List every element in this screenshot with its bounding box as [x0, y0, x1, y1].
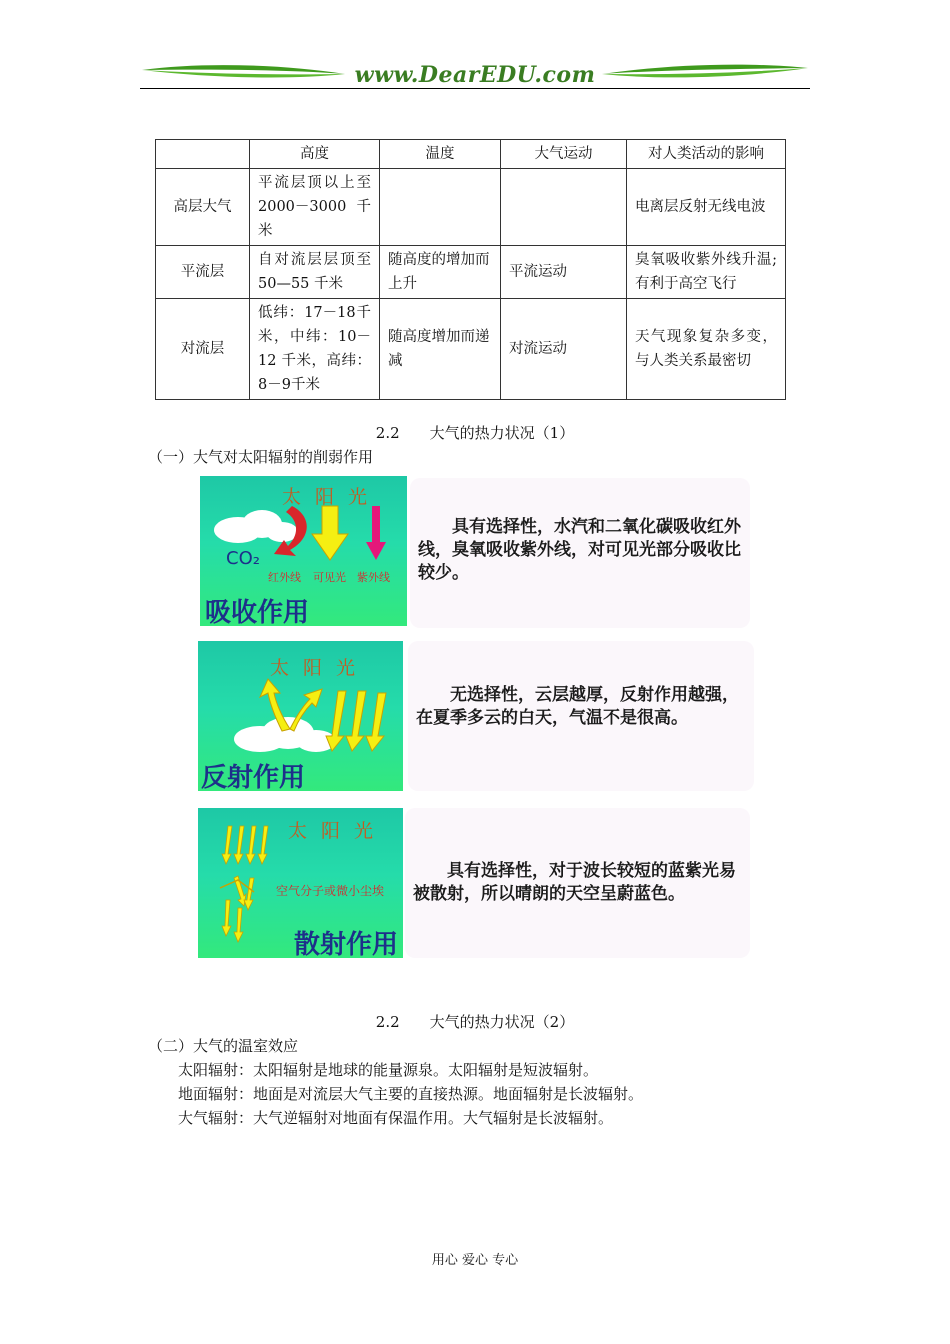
table-header-cell: 对人类活动的影响 — [627, 140, 786, 169]
table-header-cell: 高度 — [250, 140, 380, 169]
motion-cell: 平流运动 — [501, 246, 627, 299]
section-title: 2.2 大气的热力状况（1） — [375, 424, 575, 442]
motion-cell: 对流运动 — [501, 299, 627, 400]
reflection-diagram — [198, 641, 403, 791]
absorption-description: 具有选择性，水汽和二氧化碳吸收红外线，臭氧吸收紫外线，对可见光部分吸收比较少。 — [418, 517, 741, 583]
section-subtitle: （二）大气的温室效应 — [148, 1037, 299, 1055]
section-title: 2.2 大气的热力状况（2） — [375, 1013, 575, 1031]
reflection-description-box — [408, 641, 754, 791]
sunlight-label: 太阳光 — [282, 486, 382, 508]
sunlight-label: 太阳光 — [288, 820, 388, 842]
sunlight-label: 太阳光 — [270, 657, 370, 679]
height-cell: 自对流层层顶至50—55 千米 — [250, 246, 380, 299]
absorption-description-box — [410, 478, 750, 628]
layer-name-cell: 平流层 — [156, 246, 250, 299]
table-header-row — [156, 140, 786, 169]
paragraph-line: 地面辐射：地面是对流层大气主要的直接热源。地面辐射是长波辐射。 — [178, 1085, 644, 1103]
scattering-description-box — [405, 808, 750, 958]
table-header-cell: 温度 — [380, 140, 501, 169]
co2-label: CO₂ — [226, 548, 260, 569]
table-header-cell — [156, 140, 250, 169]
table-row — [156, 246, 786, 299]
ultraviolet-label: 紫外线 — [357, 571, 390, 584]
layer-name-cell: 对流层 — [156, 299, 250, 400]
temperature-cell: 随高度增加而递减 — [380, 299, 501, 400]
scattering-diagram — [198, 808, 403, 958]
paragraph-line: 太阳辐射：太阳辐射是地球的能量源泉。太阳辐射是短波辐射。 — [178, 1061, 599, 1079]
height-cell: 低纬：17－18千米，中纬：10－12 千米，高纬：8－9千米 — [250, 299, 380, 400]
atmosphere-layers-table — [155, 139, 786, 400]
visible-light-label: 可见光 — [313, 571, 346, 584]
height-cell: 平流层顶以上至 2000－3000千米 — [250, 169, 380, 246]
header-divider — [140, 88, 810, 89]
scattering-effect-label: 散射作用 — [294, 930, 399, 958]
temperature-cell — [380, 169, 501, 246]
absorption-effect-label: 吸收作用 — [205, 598, 310, 626]
motion-cell — [501, 169, 627, 246]
scattering-description: 具有选择性，对于波长较短的蓝紫光易被散射，所以晴朗的天空呈蔚蓝色。 — [413, 861, 736, 904]
site-logo-text: www.DearEDU.com — [354, 62, 596, 88]
page-header — [140, 58, 810, 94]
page-footer: 用心 爱心 专心 — [431, 1253, 519, 1268]
impact-cell: 电离层反射无线电波 — [627, 169, 786, 246]
paragraph-line: 大气辐射：大气逆辐射对地面有保温作用。大气辐射是长波辐射。 — [178, 1109, 614, 1127]
reflection-description: 无选择性，云层越厚，反射作用越强，在夏季多云的白天，气温不是很高。 — [416, 685, 739, 728]
infrared-label: 红外线 — [268, 571, 301, 584]
reflection-effect-label: 反射作用 — [201, 763, 306, 791]
layer-name-cell: 高层大气 — [156, 169, 250, 246]
table-header-cell: 大气运动 — [501, 140, 627, 169]
table-row — [156, 299, 786, 400]
absorption-diagram — [200, 476, 407, 626]
impact-cell: 天气现象复杂多变，与人类关系最密切 — [627, 299, 786, 400]
impact-cell: 臭氧吸收紫外线升温;有利于高空飞行 — [627, 246, 786, 299]
particle-label: 空气分子或微小尘埃 — [276, 884, 385, 898]
temperature-cell: 随高度的增加而上升 — [380, 246, 501, 299]
table-row — [156, 169, 786, 246]
section-subtitle: （一）大气对太阳辐射的削弱作用 — [148, 448, 374, 466]
